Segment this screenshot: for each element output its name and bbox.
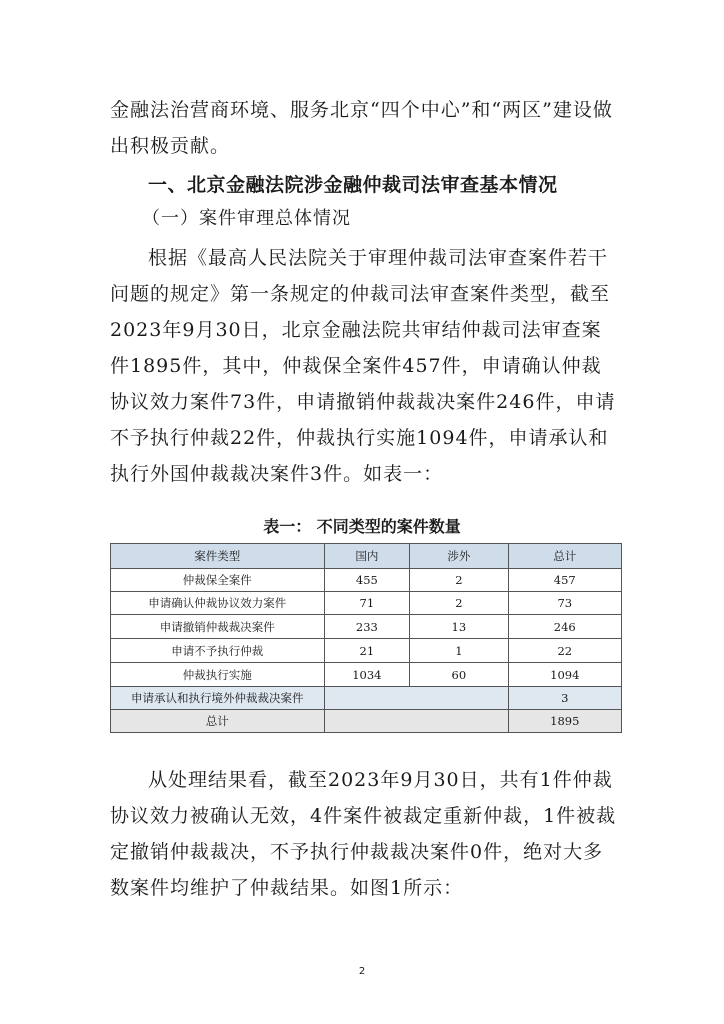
cell-foreign: 1 (410, 639, 508, 663)
table-row (111, 592, 622, 615)
header-domestic: 国内 (324, 544, 410, 569)
table-row (111, 615, 622, 639)
cell-case-type: 仲裁保全案件 (111, 569, 325, 592)
cell-foreign: 2 (410, 569, 508, 592)
body-paragraph-1: 根据《最高人民法院关于审理仲裁司法审查案件若干问题的规定》第一条规定的仲裁司法审查案件类型，截至2023年9月30日，北京金融法院共审结仲裁司法审查案件1895件，其中，仲裁保全案件457件，申请确认仲裁协议效力案件73件，申请撤销仲裁裁决案件246件，申请不予执行仲裁22件，仲裁执行实施1094件，申请承认和执行外国仲裁裁决案件3件。如表一： (110, 247, 616, 485)
cell-total: 246 (508, 615, 621, 639)
case-type-table (110, 543, 622, 733)
cell-domestic: 233 (324, 615, 410, 639)
cell-domestic: 21 (324, 639, 410, 663)
cell-total: 22 (508, 639, 621, 663)
cell-empty (324, 687, 508, 710)
table-row-total (111, 710, 622, 733)
header-foreign: 涉外 (410, 544, 508, 569)
table-row (111, 663, 622, 687)
page-number: 2 (358, 966, 366, 977)
cell-domestic: 1034 (324, 663, 410, 687)
table-row-foreign-awards (111, 687, 622, 710)
header-case-type: 案件类型 (111, 544, 325, 569)
cell-case-type: 申请不予执行仲裁 (111, 639, 325, 663)
cell-total: 457 (508, 569, 621, 592)
table-row (111, 569, 622, 592)
table-title: 表一： 不同类型的案件数量 (263, 517, 461, 536)
cell-foreign: 13 (410, 615, 508, 639)
cell-total: 1094 (508, 663, 621, 687)
cell-domestic: 71 (324, 592, 410, 615)
cell-case-type: 仲裁执行实施 (111, 663, 325, 687)
cell-foreign: 2 (410, 592, 508, 615)
intro-paragraph: 金融法治营商环境、服务北京“四个中心”和“两区”建设做出积极贡献。 (110, 99, 613, 157)
cell-empty (324, 710, 508, 733)
cell-domestic: 455 (324, 569, 410, 592)
subsection-heading: （一）案件审理总体情况 (142, 208, 351, 229)
cell-total-label: 总计 (111, 710, 325, 733)
header-total: 总计 (508, 544, 621, 569)
section-heading: 一、北京金融法院涉金融仲裁司法审查基本情况 (148, 174, 558, 196)
cell-case-type: 申请确认仲裁协议效力案件 (111, 592, 325, 615)
cell-grand-total: 1895 (508, 710, 621, 733)
cell-total: 73 (508, 592, 621, 615)
table-row (111, 639, 622, 663)
body-paragraph-2: 从处理结果看，截至2023年9月30日，共有1件仲裁协议效力被确认无效，4件案件被裁定重新仲裁，1件被裁定撤销仲裁裁决，不予执行仲裁裁决案件0件，绝对大多数案件均维护了仲裁结果。如图1所示： (110, 769, 617, 899)
cell-foreign: 60 (410, 663, 508, 687)
table-header-row (111, 544, 622, 569)
cell-total: 3 (508, 687, 621, 710)
cell-case-type: 申请撤销仲裁裁决案件 (111, 615, 325, 639)
cell-case-type: 申请承认和执行境外仲裁裁决案件 (111, 687, 325, 710)
